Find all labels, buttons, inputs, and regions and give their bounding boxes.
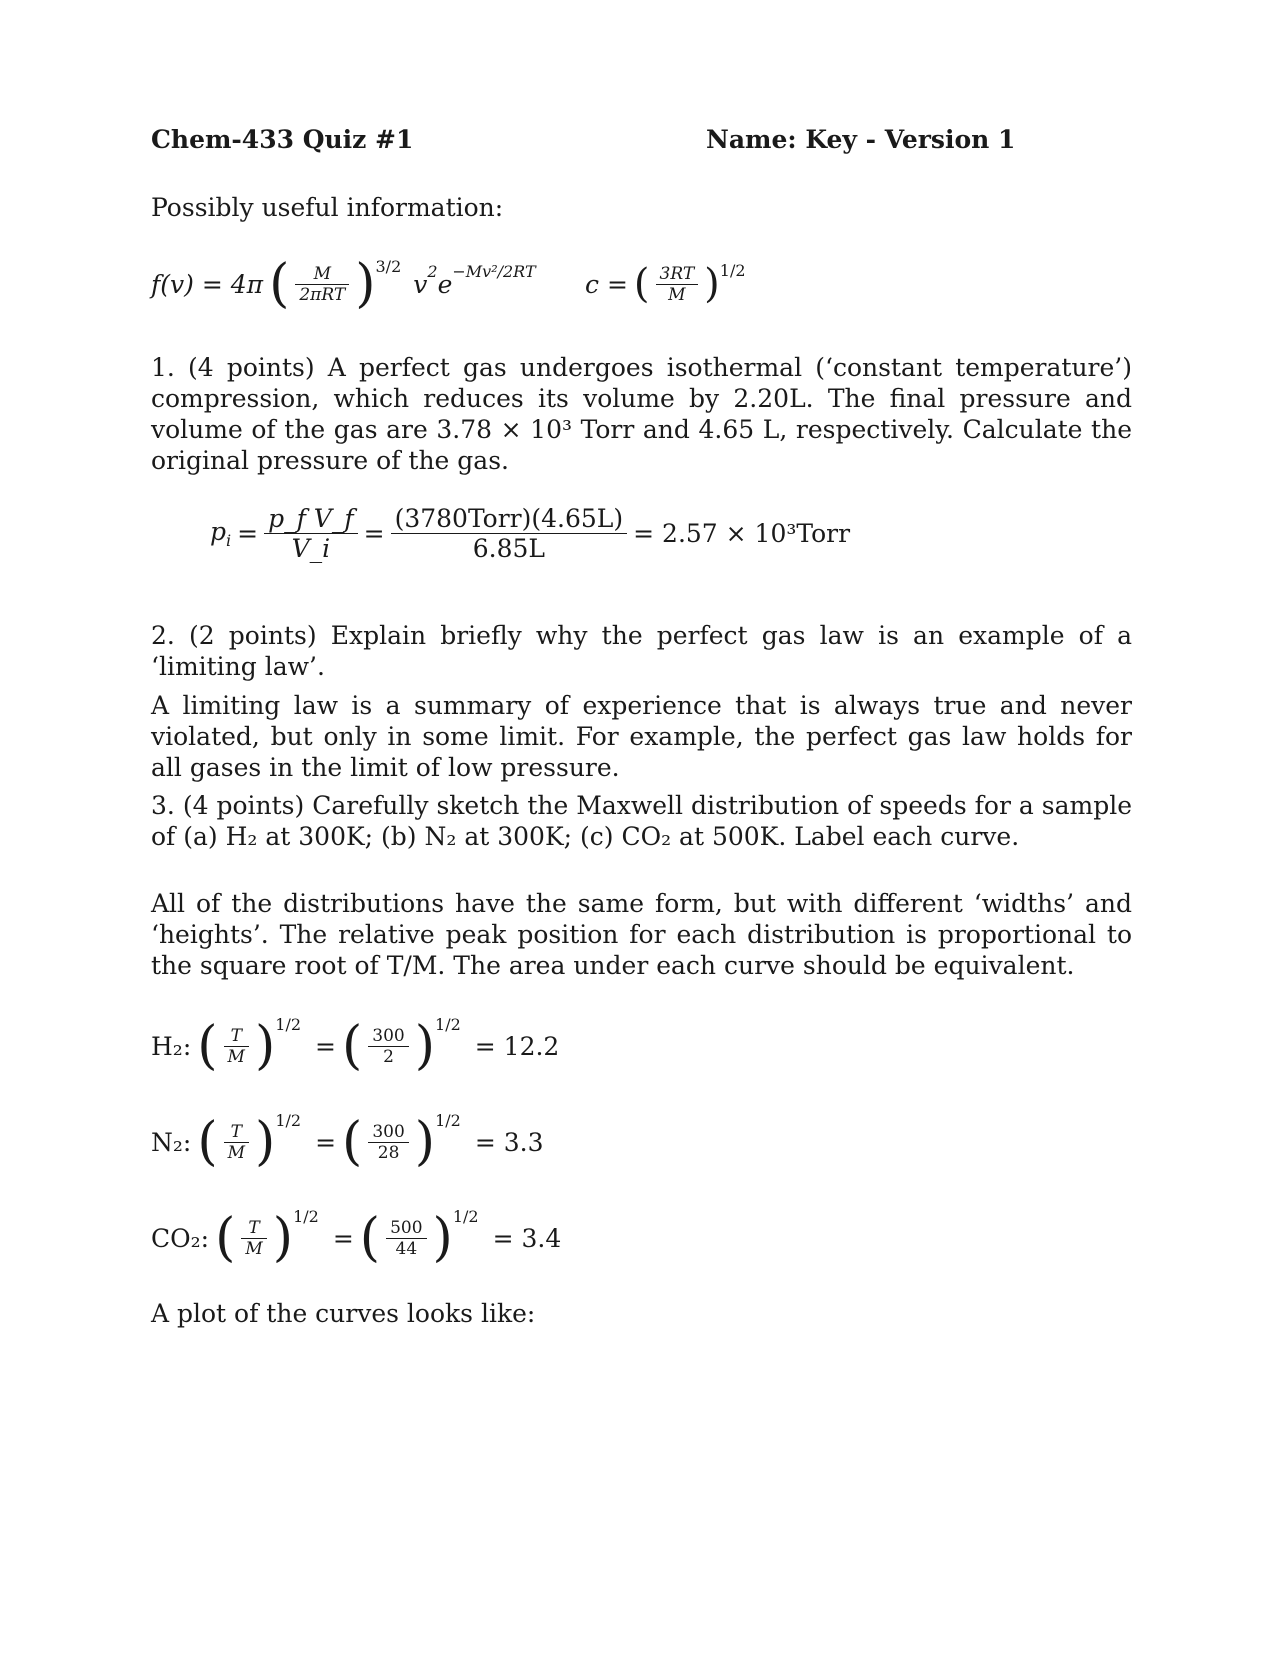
n2-calc [151, 1110, 550, 1172]
name-field: Name: Key - Version 1 [706, 125, 1016, 154]
co2-t: T [241, 1218, 266, 1239]
co2-exp-2: 1/2 [452, 1206, 479, 1226]
question-2: 2. (2 points) Explain briefly why the perfect gas law is an example of a ‘limiting law’. [151, 621, 1132, 681]
maxwell-fraction [295, 264, 349, 305]
h2-exp-2: 1/2 [435, 1014, 461, 1034]
right-paren: ) [704, 261, 720, 307]
maxwell-v: v [413, 269, 428, 299]
quiz-title: Chem-433 Quiz #1 [151, 125, 414, 154]
left-paren: ( [341, 1016, 363, 1076]
right-paren: ) [414, 1112, 436, 1172]
q1-f1-den: V_i [291, 534, 331, 563]
co2-den: 44 [395, 1238, 418, 1259]
co2-tm-fraction [241, 1218, 266, 1259]
c-num: 3RT [656, 264, 699, 285]
q1-lhs: p [210, 517, 227, 546]
question-3-answer: All of the distributions have the same form, but with different ‘widths’ and ‘heights’. The relative peak position for each distribution is proportional to the square root of T/M. The area under each curve should be equivalent. [151, 889, 1132, 980]
right-paren: ) [272, 1208, 294, 1268]
co2-label: CO₂: [151, 1223, 210, 1253]
n2-result: = 3.3 [474, 1127, 544, 1157]
co2-exp-1: 1/2 [293, 1206, 319, 1226]
h2-exp-1: 1/2 [275, 1014, 302, 1034]
co2-result: = 3.4 [492, 1223, 562, 1253]
h2-tm-fraction [224, 1026, 249, 1067]
info-heading: Possibly useful information: [151, 193, 504, 222]
q1-result: = 2.57 × 10³Torr [633, 519, 851, 548]
left-paren: ( [342, 1112, 363, 1172]
q1-solution [210, 504, 856, 563]
h2-t: T [224, 1026, 249, 1047]
n2-eq: = [315, 1127, 337, 1157]
q1-f2-den: 6.85L [472, 534, 545, 563]
c-fraction [656, 264, 699, 305]
n2-exp-1: 1/2 [275, 1110, 302, 1130]
left-paren: ( [197, 1016, 218, 1076]
n2-exp-2: 1/2 [435, 1110, 461, 1130]
q1-eq1: = [237, 519, 259, 548]
left-paren: ( [359, 1208, 381, 1268]
question-2-answer: A limiting law is a summary of experience that is always true and never violated, but only in some limit. For example, the perfect gas law holds for all gases in the limit of low pressure. [151, 691, 1132, 782]
right-paren: ) [254, 1016, 276, 1076]
question-3: 3. (4 points) Carefully sketch the Maxwell distribution of speeds for a sample of (a) H₂ at 300K; (b) N₂ at 300K; (c) CO₂ at 500K. Label each curve. [151, 791, 1132, 851]
n2-label: N₂: [151, 1127, 192, 1157]
h2-value-fraction [368, 1026, 408, 1067]
n2-tm-fraction [224, 1122, 249, 1163]
h2-result: = 12.2 [474, 1031, 560, 1061]
question-1: 1. (4 points) A perfect gas undergoes isothermal (‘constant temperature’) compression, which reduces its volume by 2.20L. The final pressure and volume of the gas are 3.78 × 10³ Torr and 4.65 L, respectively. Calculate the original pressure of the gas. [151, 353, 1132, 475]
n2-num: 300 [368, 1122, 408, 1143]
maxwell-den: 2πRT [299, 284, 346, 305]
maxwell-lhs: f(v) = 4π [151, 269, 264, 299]
co2-m: M [245, 1238, 263, 1259]
plot-intro: A plot of the curves looks like: [151, 1299, 536, 1328]
maxwell-formula [151, 254, 542, 314]
maxwell-e: e [437, 269, 453, 299]
co2-calc [151, 1206, 567, 1268]
left-paren: ( [633, 261, 650, 307]
right-paren: ) [255, 1112, 276, 1172]
c-lhs: c = [585, 269, 628, 299]
right-paren: ) [432, 1208, 453, 1268]
q1-f1-num: p_f V_f [264, 504, 358, 534]
maxwell-v-exp: 2 [427, 261, 438, 281]
h2-m: M [227, 1046, 245, 1067]
q1-fraction-1 [264, 504, 358, 563]
right-paren: ) [414, 1016, 436, 1076]
n2-t: T [224, 1122, 249, 1143]
n2-m: M [227, 1142, 246, 1163]
h2-eq: = [315, 1031, 336, 1061]
co2-num: 500 [386, 1218, 426, 1239]
maxwell-e-exp: −Mv²/2RT [452, 261, 536, 281]
right-paren: ) [355, 254, 376, 314]
q1-eq2: = [363, 519, 385, 548]
q1-fraction-2 [391, 504, 628, 563]
left-paren: ( [215, 1208, 236, 1268]
co2-eq: = [332, 1223, 354, 1253]
left-paren: ( [197, 1112, 218, 1172]
c-den: M [668, 284, 686, 305]
maxwell-num: M [295, 264, 349, 285]
h2-calc [151, 1014, 565, 1076]
h2-num: 300 [368, 1026, 408, 1047]
rms-speed-formula [585, 258, 752, 310]
q1-lhs-sub: i [226, 531, 232, 550]
c-exp: 1/2 [719, 260, 746, 280]
maxwell-exp: 3/2 [375, 256, 402, 276]
q1-f2-num: (3780Torr)(4.65L) [391, 504, 628, 534]
n2-den: 28 [377, 1142, 400, 1163]
h2-label: H₂: [151, 1031, 192, 1061]
n2-value-fraction [368, 1122, 408, 1163]
left-paren: ( [269, 254, 290, 314]
co2-value-fraction [386, 1218, 426, 1259]
h2-den: 2 [383, 1046, 394, 1067]
